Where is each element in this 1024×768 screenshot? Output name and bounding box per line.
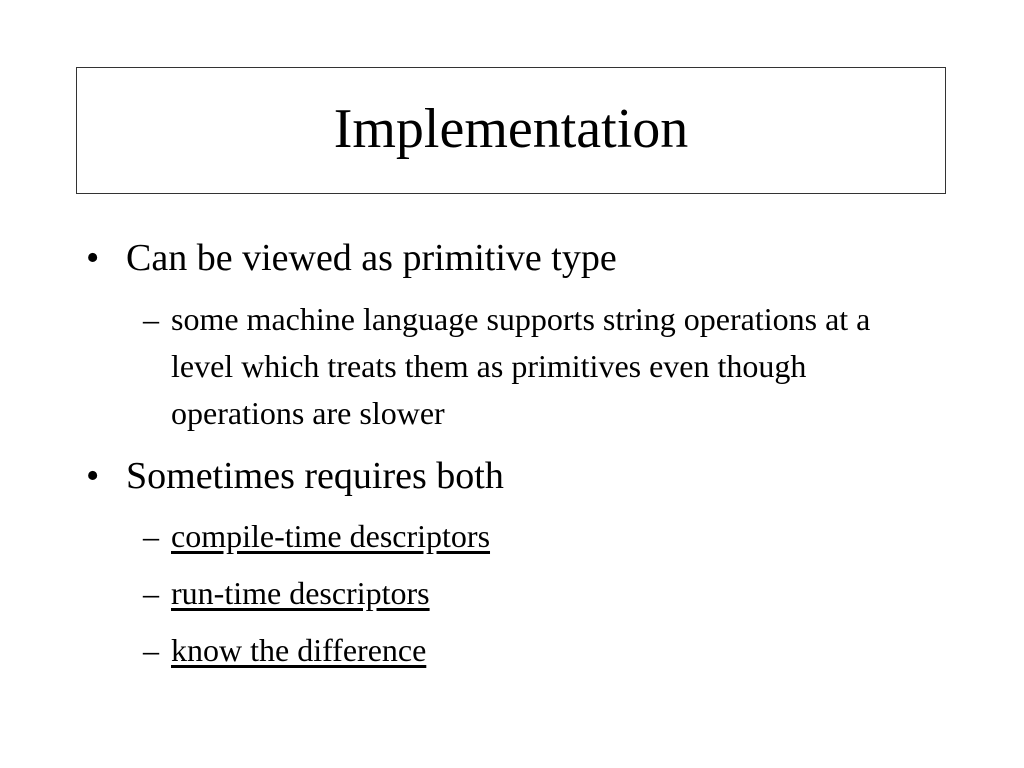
title-box [76, 67, 946, 194]
bullet-text: Sometimes requires both [126, 455, 504, 497]
bullet-marker: • [86, 237, 100, 279]
slide-title: Implementation [333, 97, 689, 160]
sub-bullet-link-run-time[interactable]: run-time descriptors [171, 575, 430, 611]
bullet-text: Can be viewed as primitive type [126, 237, 617, 279]
sub-bullet-marker: – [143, 301, 159, 337]
sub-bullet-marker: – [143, 575, 159, 611]
sub-bullet-link-compile-time[interactable]: compile-time descriptors [171, 518, 491, 554]
sub-bullet-marker: – [143, 632, 159, 668]
sub-bullet-link-difference[interactable]: know the difference [171, 632, 427, 668]
sub-bullet-marker: – [143, 518, 159, 554]
sub-bullet-text: some machine language supports string operations at a level which treats them as primitives even though operations are slower [171, 301, 871, 431]
bullet-marker: • [86, 455, 100, 497]
